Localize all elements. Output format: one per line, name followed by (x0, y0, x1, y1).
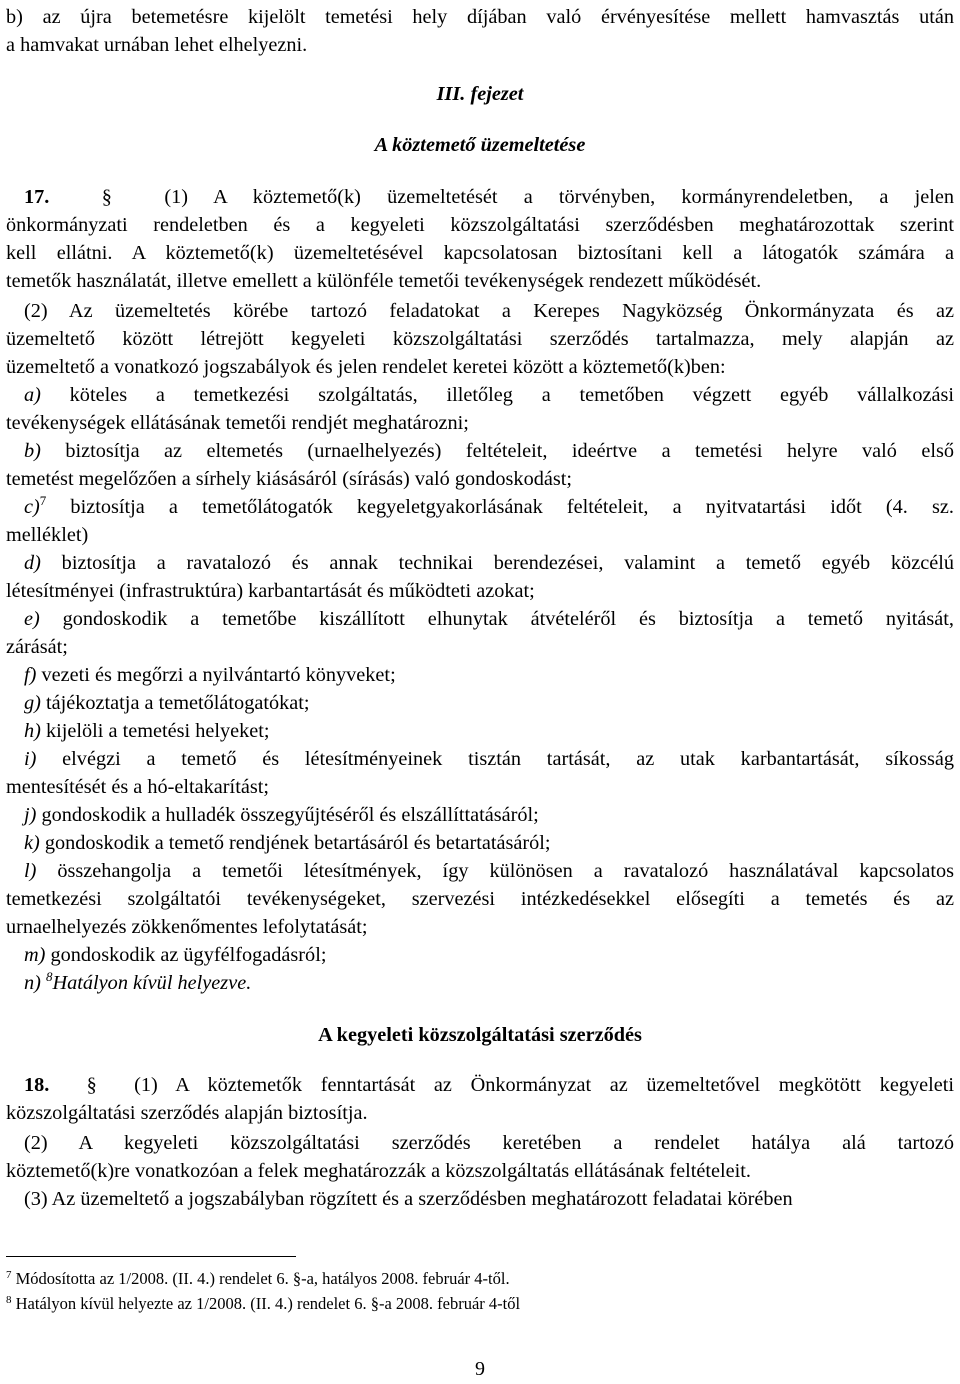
item-letter: d) (24, 552, 41, 574)
item-letter: g) (24, 692, 41, 714)
list-item-i (24, 745, 954, 773)
item-letter: a) (24, 384, 41, 406)
text-line: (3) Az üzemeltető a jogszabályban rögzített és a szerződésben meghatározott feladatai körében (24, 1188, 793, 1210)
item-text: tájékoztatja a temetőlátogatókat; (45, 692, 310, 714)
footnote-ref: 7 (39, 493, 47, 508)
item-text: gondoskodik a temetőbe kiszállított elhunytak átvételéről és biztosítja a temető nyitását, (62, 608, 954, 630)
text-line: köztemető(k)re vonatkozóan a felek meghatározzák a közszolgáltatás ellátásának feltételeit. (6, 1160, 751, 1182)
section-title: A kegyeleti közszolgáltatási szerződés (318, 1024, 642, 1046)
text-line: létesítményei (infrastruktúra) karbantartását és működteti azokat; (6, 580, 535, 602)
footnote (6, 1293, 520, 1315)
footnote-divider (6, 1256, 296, 1257)
item-letter: l) (24, 860, 37, 882)
text-line: temetést megelőzően a sírhely kiásásáról (sírásás) való gondoskodást; (6, 468, 573, 490)
footnote-text: Módosította az 1/2008. (II. 4.) rendelet 6. §-a, hatályos 2008. február 4-től. (15, 1269, 510, 1288)
list-item-d (24, 549, 954, 577)
list-item-k (24, 829, 954, 857)
item-letter: n) (24, 972, 41, 994)
footnote-text: Hatályon kívül helyezte az 1/2008. (II. 4.) rendelet 6. §-a 2008. február 4-től (15, 1294, 521, 1313)
list-item-b (24, 437, 954, 465)
list-item-l (24, 857, 954, 885)
item-text: kijelöli a temetési helyeket; (45, 720, 270, 742)
list-item-j (24, 801, 954, 829)
item-text: összehangolja a temetői létesítmények, így különösen a ravatalozó használatával kapcsolatos (57, 860, 955, 882)
list-item-c (24, 493, 954, 521)
item-letter: k) (24, 832, 40, 854)
text-line: tevékenységek ellátásának temetői rendjét meghatározni; (6, 412, 469, 434)
item-text: biztosítja a temetőlátogatók kegyeletgyakorlásának feltételeit, a nyitvatartási időt (4. sz. (70, 496, 954, 518)
item-text: gondoskodik a hulladék összegyűjtéséről és elszállíttatásáról; (41, 804, 539, 826)
footnote (6, 1268, 510, 1290)
item-letter: h) (24, 720, 41, 742)
list-item-h (24, 717, 954, 745)
item-text: elvégzi a temető és létesítményeinek tisztán tartását, az utak karbantartását, síkosság (62, 748, 954, 770)
item-letter: c) (24, 496, 40, 518)
text-line: temetkezési szolgáltatói tevékenységeket, szervezési intézkedésekkel elősegíti a temetés és az (6, 888, 954, 910)
text-line: közszolgáltatási szerződés alapján biztosítja. (6, 1102, 368, 1124)
text-line: üzemeltető a vonatkozó jogszabályok és jelen rendelet keretei között a köztemető(k)ben: (6, 356, 726, 378)
chapter-number: III. fejezet (436, 83, 524, 105)
text-line: b) az újra betemetésre kijelölt temetési hely díjában való érvényesítése mellett hamvasztás után (6, 6, 954, 28)
list-item-n (24, 969, 954, 997)
section-17-line: 17. § (1) A köztemető(k) üzemeltetését a törvényben, kormányrendeletben, a jelen (24, 186, 954, 208)
section-18-line: 18. § (1) A köztemetők fenntartását az Önkormányzat az üzemeltetővel megkötött kegyeleti (24, 1074, 955, 1096)
item-letter: m) (24, 944, 46, 966)
item-text: biztosítja az eltemetés (urnaelhelyezés) feltételeit, ideértve a temetési helyre való első (65, 440, 954, 462)
text-line: önkormányzati rendeletben és a kegyeleti közszolgáltatási szerződésben meghatározottak szerint (6, 214, 954, 236)
list-item-a (24, 381, 954, 409)
text-line: (2) Az üzemeltetés körébe tartozó feladatokat a Kerepes Nagyközség Önkormányzata és az (24, 300, 954, 322)
list-item-g (24, 689, 954, 717)
item-text: köteles a temetkezési szolgáltatás, illetőleg a temetőben végzett egyéb vállalkozási (69, 384, 954, 406)
text-line: temetők használatát, illetve emellett a különféle temetői tevékenységek rendezett működését. (6, 270, 762, 292)
text-line: mentesítését és a hó-eltakarítást; (6, 776, 269, 798)
list-item-e (24, 605, 954, 633)
paragraph-text: (1) A köztemető(k) üzemeltetését a törvényben, kormányrendeletben, a jelen (164, 186, 954, 208)
item-text: Hatályon kívül helyezve. (52, 972, 252, 994)
page-number: 9 (475, 1358, 485, 1380)
section-number: 18. (24, 1074, 50, 1096)
item-letter: f) (24, 664, 37, 686)
section-number: 17. (24, 186, 50, 208)
item-letter: i) (24, 748, 37, 770)
text-line: (2) A kegyeleti közszolgáltatási szerződés keretében a rendelet hatálya alá tartozó (24, 1132, 954, 1154)
list-item-f (24, 661, 954, 689)
text-line: melléklet) (6, 524, 89, 546)
text-line: a hamvakat urnában lehet elhelyezni. (6, 34, 308, 56)
text-line: üzemeltető között létrejött kegyeleti közszolgáltatási szerződés tartalmazza, mely alapján az (6, 328, 954, 350)
footnote-ref: 8 (45, 969, 53, 984)
item-text: vezeti és megőrzi a nyilvántartó könyveket; (41, 664, 396, 686)
paragraph-text: (1) A köztemetők fenntartását az Önkormányzat az üzemeltetővel megkötött kegyeleti (134, 1074, 955, 1096)
item-text: biztosítja a ravatalozó és annak technikai berendezései, valamint a temető egyéb közcélú (61, 552, 954, 574)
footnote-number: 7 (6, 1269, 12, 1281)
item-letter: j) (24, 804, 37, 826)
text-line: urnaelhelyezés zökkenőmentes lefolytatását; (6, 916, 368, 938)
text-line: zárását; (6, 636, 68, 658)
text-line: kell ellátni. A köztemető(k) üzemeltetésével kapcsolatosan biztosítani kell a látogatók számára a (6, 242, 954, 264)
chapter-title: A köztemető üzemeltetése (374, 134, 586, 156)
item-text: gondoskodik az ügyfélfogadásról; (50, 944, 327, 966)
item-letter: b) (24, 440, 41, 462)
footnote-number: 8 (6, 1294, 12, 1306)
item-text: gondoskodik a temető rendjének betartásáról és betartatásáról; (44, 832, 551, 854)
list-item-m (24, 941, 954, 969)
item-letter: e) (24, 608, 40, 630)
